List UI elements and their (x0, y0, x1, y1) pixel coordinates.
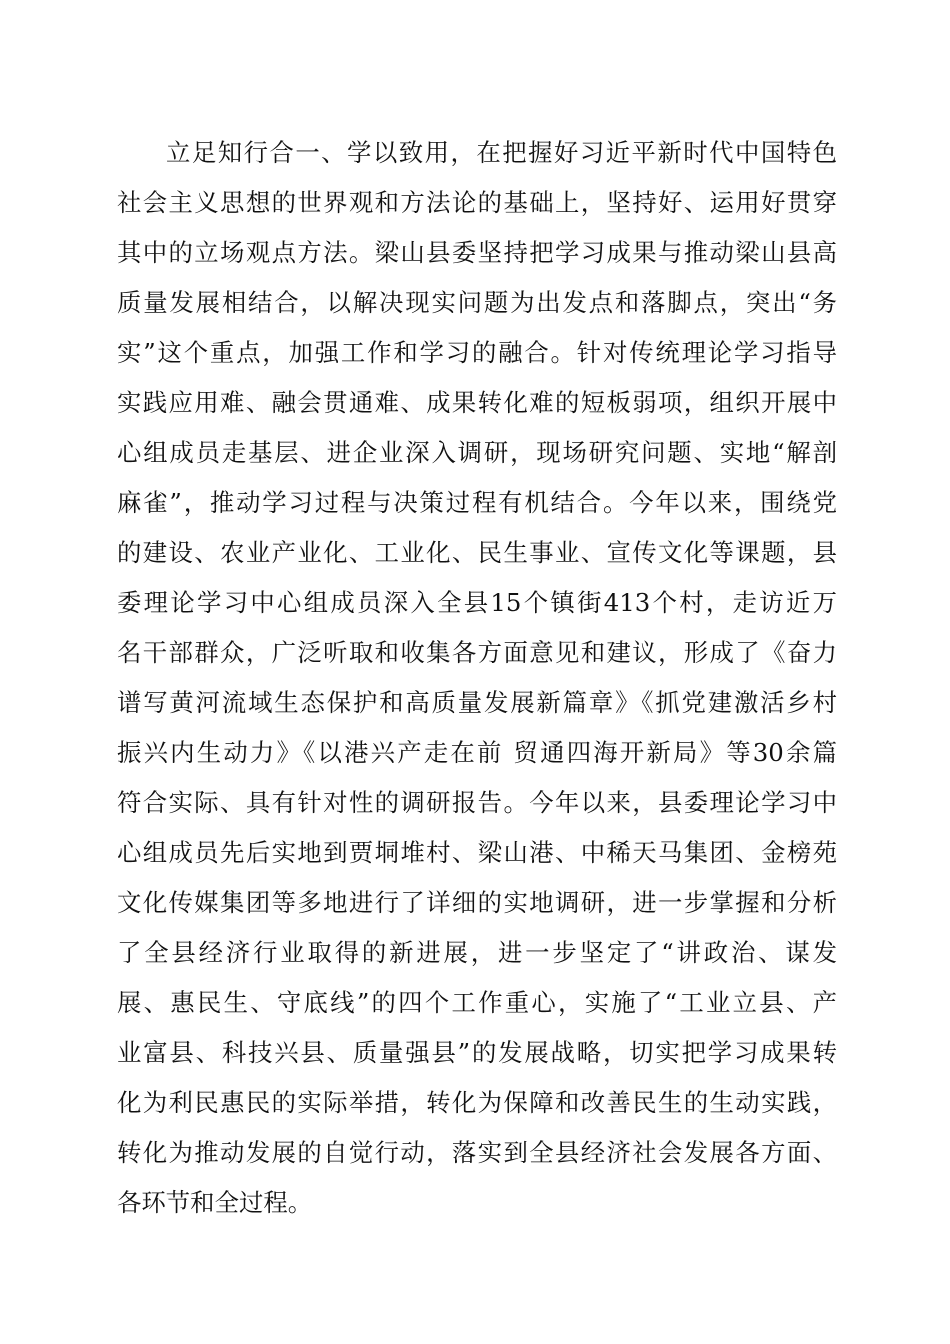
paragraph-line: 麻雀”，推动学习过程与决策过程有机结合。今年以来，围绕党 (117, 488, 837, 517)
paragraph-line: 了全县经济行业取得的新进展，进一步坚定了“讲政治、谋发 (117, 938, 837, 967)
paragraph-line: 符合实际、具有针对性的调研报告。今年以来，县委理论学习中 (117, 788, 837, 817)
paragraph-line: 心组成员走基层、进企业深入调研，现场研究问题、实地“解剖 (117, 438, 837, 467)
paragraph-line: 心组成员先后实地到贾垌堆村、梁山港、中稀天马集团、金榜苑 (117, 838, 837, 867)
paragraph-line: 质量发展相结合，以解决现实问题为出发点和落脚点，突出“务 (117, 288, 837, 317)
paragraph-line: 名干部群众，广泛听取和收集各方面意见和建议，形成了《奋力 (117, 638, 837, 667)
paragraph-line: 文化传媒集团等多地进行了详细的实地调研，进一步掌握和分析 (117, 888, 837, 917)
paragraph-line: 展、惠民生、守底线”的四个工作重心，实施了“工业立县、产 (117, 988, 837, 1017)
paragraph-line: 委理论学习中心组成员深入全县15个镇街413个村，走访近万 (117, 588, 837, 617)
paragraph-line: 实”这个重点，加强工作和学习的融合。针对传统理论学习指导 (117, 338, 837, 367)
paragraph-line: 立足知行合一、学以致用，在把握好习近平新时代中国特色 (166, 138, 837, 167)
paragraph-line: 社会主义思想的世界观和方法论的基础上，坚持好、运用好贯穿 (117, 188, 837, 217)
paragraph-line: 转化为推动发展的自觉行动，落实到全县经济社会发展各方面、 (117, 1138, 837, 1167)
paragraph-line: 各环节和全过程。 (117, 1188, 313, 1217)
paragraph-line: 的建设、农业产业化、工业化、民生事业、宣传文化等课题，县 (117, 538, 837, 567)
paragraph-line: 化为利民惠民的实际举措，转化为保障和改善民生的生动实践， (117, 1088, 837, 1117)
paragraph-line: 其中的立场观点方法。梁山县委坚持把学习成果与推动梁山县高 (117, 238, 837, 267)
paragraph-line: 振兴内生动力》《以港兴产走在前 贸通四海开新局》等30余篇 (117, 738, 837, 767)
paragraph-line: 实践应用难、融会贯通难、成果转化难的短板弱项，组织开展中 (117, 388, 837, 417)
paragraph-line: 业富县、科技兴县、质量强县”的发展战略，切实把学习成果转 (117, 1038, 837, 1067)
paragraph-line: 谱写黄河流域生态保护和高质量发展新篇章》《抓党建激活乡村 (117, 688, 837, 717)
